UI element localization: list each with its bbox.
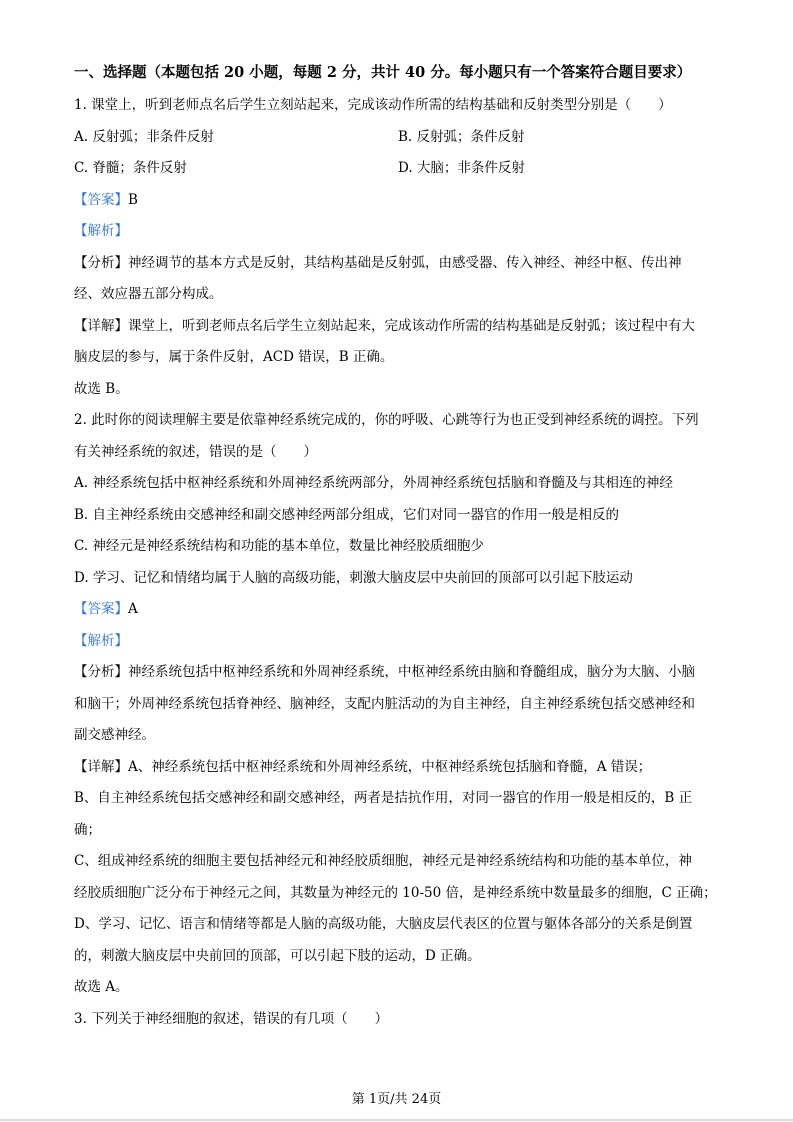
- question-2-option-c: C. 神经元是神经系统结构和功能的基本单位，数量比神经胶质细胞少: [74, 538, 484, 554]
- xiangjie-line: D、学习、记忆、语言和情绪等都是人脑的高级功能，大脑皮层代表区的位置与躯体各部分的关系是倒置: [74, 916, 693, 932]
- question-2-fenxi: [74, 657, 724, 752]
- xiangjie-line: B、自主神经系统包括交感神经和副交感神经，两者是拮抗作用，对同一器官的作用一般是相反的，B 正: [74, 790, 693, 806]
- answer-value: B: [128, 191, 138, 208]
- question-2-analysis-tag: [74, 626, 724, 658]
- question-1-xiangjie: [74, 311, 724, 374]
- answer-tag: 【答案】: [74, 601, 128, 617]
- fenxi-tag: 【分析】: [74, 254, 128, 271]
- question-2-xiangjie: [74, 752, 724, 973]
- xiangjie-line: 经胶质细胞广泛分布于神经元之间，其数量为神经元的 10-50 倍，是神经系统中数量最多的细胞，C 正确；: [74, 884, 717, 901]
- fenxi-line: 副交感神经。: [74, 727, 155, 743]
- page-number: 第 1页/共 24页: [351, 1092, 442, 1107]
- question-3-stem: 3. 下列关于神经细胞的叙述，错误的有几项（ ）: [74, 1010, 389, 1027]
- analysis-tag: 【解析】: [74, 632, 128, 649]
- question-1-analysis-tag: [74, 216, 724, 248]
- question-1-fenxi: [74, 248, 724, 311]
- question-2: [74, 405, 724, 1004]
- fenxi-line: 和脑干；外周神经系统包括脊神经、脑神经，支配内脏活动的为自主神经，自主神经系统包括交感神经和: [74, 695, 695, 712]
- xiangjie-text: 课堂上，听到老师点名后学生立刻站起来，完成该动作所需的结构基础是反射弧；该过程中有大: [128, 317, 695, 334]
- question-2-stem-line-2: 有关神经系统的叙述，错误的是（ ）: [74, 443, 317, 460]
- question-2-conclusion: 故选 A。: [74, 979, 129, 995]
- question-2-stem-line-1: 2. 此时你的阅读理解主要是依靠神经系统完成的，你的呼吸、心跳等行为也正受到神经系统的调控。下列: [74, 412, 699, 428]
- question-2-option-a: A. 神经系统包括中枢神经系统和外周神经系统两部分，外周神经系统包括脑和脊髓及与其相连的神经: [74, 475, 673, 491]
- fenxi-tag: 【分析】: [74, 664, 128, 680]
- question-2-option-b: B. 自主神经系统由交感神经和副交感神经两部分组成，它们对同一器官的作用一般是相反的: [74, 506, 620, 523]
- question-1-options-row-2: [74, 153, 724, 185]
- fenxi-line: [74, 248, 724, 280]
- question-1-option-b: B. 反射弧；条件反射: [398, 128, 525, 145]
- question-1-option-d: D. 大脑；非条件反射: [398, 160, 525, 176]
- question-1-option-a: A. 反射弧；非条件反射: [74, 128, 214, 145]
- answer-value: A: [128, 601, 138, 617]
- question-1-answer: [74, 185, 724, 217]
- fenxi-text: 神经系统包括中枢神经系统和外周神经系统，中枢神经系统由脑和脊髓组成，脑分为大脑、小脑: [128, 664, 695, 680]
- xiangjie-tag: 【详解】: [74, 317, 128, 334]
- question-1-option-c: C. 脊髓；条件反射: [74, 160, 187, 176]
- fenxi-line: 经、效应器五部分构成。: [74, 286, 223, 302]
- xiangjie-text: A、神经系统包括中枢神经系统和外周神经系统，中枢神经系统包括脑和脊髓，A 错误；: [128, 758, 652, 775]
- xiangjie-line: 的，刺激大脑皮层中央前回的顶部，可以引起下肢的运动，D 正确。: [74, 947, 481, 964]
- xiangjie-line: [74, 752, 724, 784]
- footer-divider: [0, 1119, 793, 1121]
- answer-tag: 【答案】: [74, 191, 128, 208]
- xiangjie-line: [74, 311, 724, 343]
- xiangjie-tag: 【详解】: [74, 758, 128, 775]
- analysis-tag: 【解析】: [74, 223, 128, 239]
- question-1-stem: 1. 课堂上，听到老师点名后学生立刻站起来，完成该动作所需的结构基础和反射类型分别是（ ）: [74, 97, 672, 113]
- question-2-answer: [74, 594, 724, 626]
- question-2-option-d: D. 学习、记忆和情绪均属于人脑的高级功能，刺激大脑皮层中央前回的顶部可以引起下肢运动: [74, 569, 633, 586]
- fenxi-text: 神经调节的基本方式是反射，其结构基础是反射弧，由感受器、传入神经、神经中枢、传出神: [128, 254, 682, 271]
- question-1-conclusion: 故选 B。: [74, 380, 129, 397]
- fenxi-line: [74, 657, 724, 689]
- question-1-options-row-1: [74, 122, 724, 154]
- xiangjie-line: 脑皮层的参与，属于条件反射，ACD 错误，B 正确。: [74, 349, 394, 365]
- xiangjie-line: C、组成神经系统的细胞主要包括神经元和神经胶质细胞，神经元是神经系统结构和功能的基本单位，神: [74, 853, 692, 869]
- xiangjie-line: 确；: [74, 821, 101, 838]
- section-title: 一、选择题（本题包括 20 小题，每题 2 分，共计 40 分。每小题只有一个答案符合题目要求）: [74, 64, 692, 81]
- page-content: [74, 60, 724, 1035]
- question-3: [74, 1004, 724, 1036]
- question-1: [74, 90, 724, 405]
